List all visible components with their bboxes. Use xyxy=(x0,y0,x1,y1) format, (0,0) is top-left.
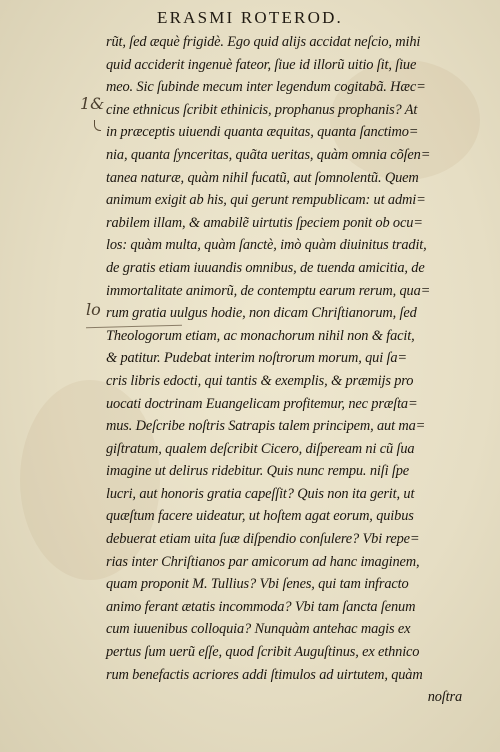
margin-bracket-mark xyxy=(94,120,101,131)
margin-note-middle: lo xyxy=(86,300,101,319)
running-head: ERASMI ROTEROD. xyxy=(156,8,343,27)
text-line: los: quàm multa, quàm ſanctè, imò quàm diuinitus tradit, xyxy=(106,237,427,254)
text-line: & patitur. Pudebat interim noſtrorum morum, qui ſa= xyxy=(106,350,407,367)
text-line: rũt, ſed æquè frigidè. Ego quid alijs accidat neſcio, mihi xyxy=(106,34,421,50)
catchword-line: noſtra xyxy=(427,689,462,706)
text-line: rias inter Chriſtianos par amicorum ad hanc imaginem, xyxy=(106,553,420,570)
text-line: imagine ut delirus ridebitur. Quis nunc rempu. niſi ſpe xyxy=(106,463,409,480)
text-line: immortalitate animorũ, de contemptu earum rerum, qua= xyxy=(106,282,431,299)
text-line: de gratis etiam iuuandis omnibus, de tuenda amicitia, de xyxy=(106,259,425,276)
text-line: cine ethnicus ſcribit ethinicis, prophanus prophanis? At xyxy=(106,101,418,118)
text-line: rum benefactis acriores addi ſtimulos ad uirtutem, quàm xyxy=(106,666,423,683)
text-line: in præceptis uiuendi quanta æquitas, quanta ſanctimo= xyxy=(106,124,419,141)
text-block xyxy=(106,31,462,709)
text-line: tanea naturæ, quàm nihil fucatũ, aut ſomnolentũ. Quem xyxy=(106,169,419,186)
text-line: animum exigit ab his, qui gerunt rempublicam: ut admi= xyxy=(106,192,426,209)
text-line: uocati doctrinam Euangelicam profitemur, nec præſta= xyxy=(106,395,418,412)
text-line: giſtratum, qualem deſcribit Cicero, diſpeream ni cũ ſua xyxy=(106,440,415,457)
text-line: nia, quanta ſynceritas, quãta ueritas, quàm omnia cõſen= xyxy=(106,146,431,163)
text-line: rum gratia uulgus hodie, non dicam Chriſtianorum, ſed xyxy=(106,305,417,322)
text-line: quam proponit M. Tullius? Vbi ſenes, qui tam infracto xyxy=(106,576,409,593)
text-line: quid acciderit ingenuè fateor, ſiue id illorũ uitio ſit, ſiue xyxy=(106,56,417,73)
text-line: cris libris edocti, qui tantis & exemplis, & præmijs pro xyxy=(106,372,414,389)
text-line: meo. Sic ſubinde mecum inter legendum cogitabã. Hæc= xyxy=(106,79,426,96)
margin-note-top: 1& xyxy=(80,94,105,113)
text-line: cum iuuenibus colloquia? Nunquàm antehac magis ex xyxy=(106,621,411,638)
text-line: lucri, aut honoris gratia capeſſit? Quis non ita gerit, ut xyxy=(106,485,415,502)
text-line: pertus ſum uerũ eſſe, quod ſcribit Auguſtinus, ex ethnico xyxy=(106,644,420,661)
text-line: debuerat etiam uita ſuæ diſpendio conſulere? Vbi repe= xyxy=(106,531,420,548)
text-line: quæſtum facere uideatur, ut hoſtem agat eorum, quibus xyxy=(106,508,414,525)
text-line: Theologorum etiam, ac monachorum nihil non & facit, xyxy=(106,327,415,344)
text-line: animo ferant ætatis incommoda? Vbi tam ſancta ſenum xyxy=(106,598,416,615)
text-line: rabilem illam, & amabilẽ uirtutis ſpeciem ponit ob ocu= xyxy=(106,214,423,231)
text-line: mus. Deſcribe noſtris Satrapis talem principem, aut ma= xyxy=(106,418,426,435)
